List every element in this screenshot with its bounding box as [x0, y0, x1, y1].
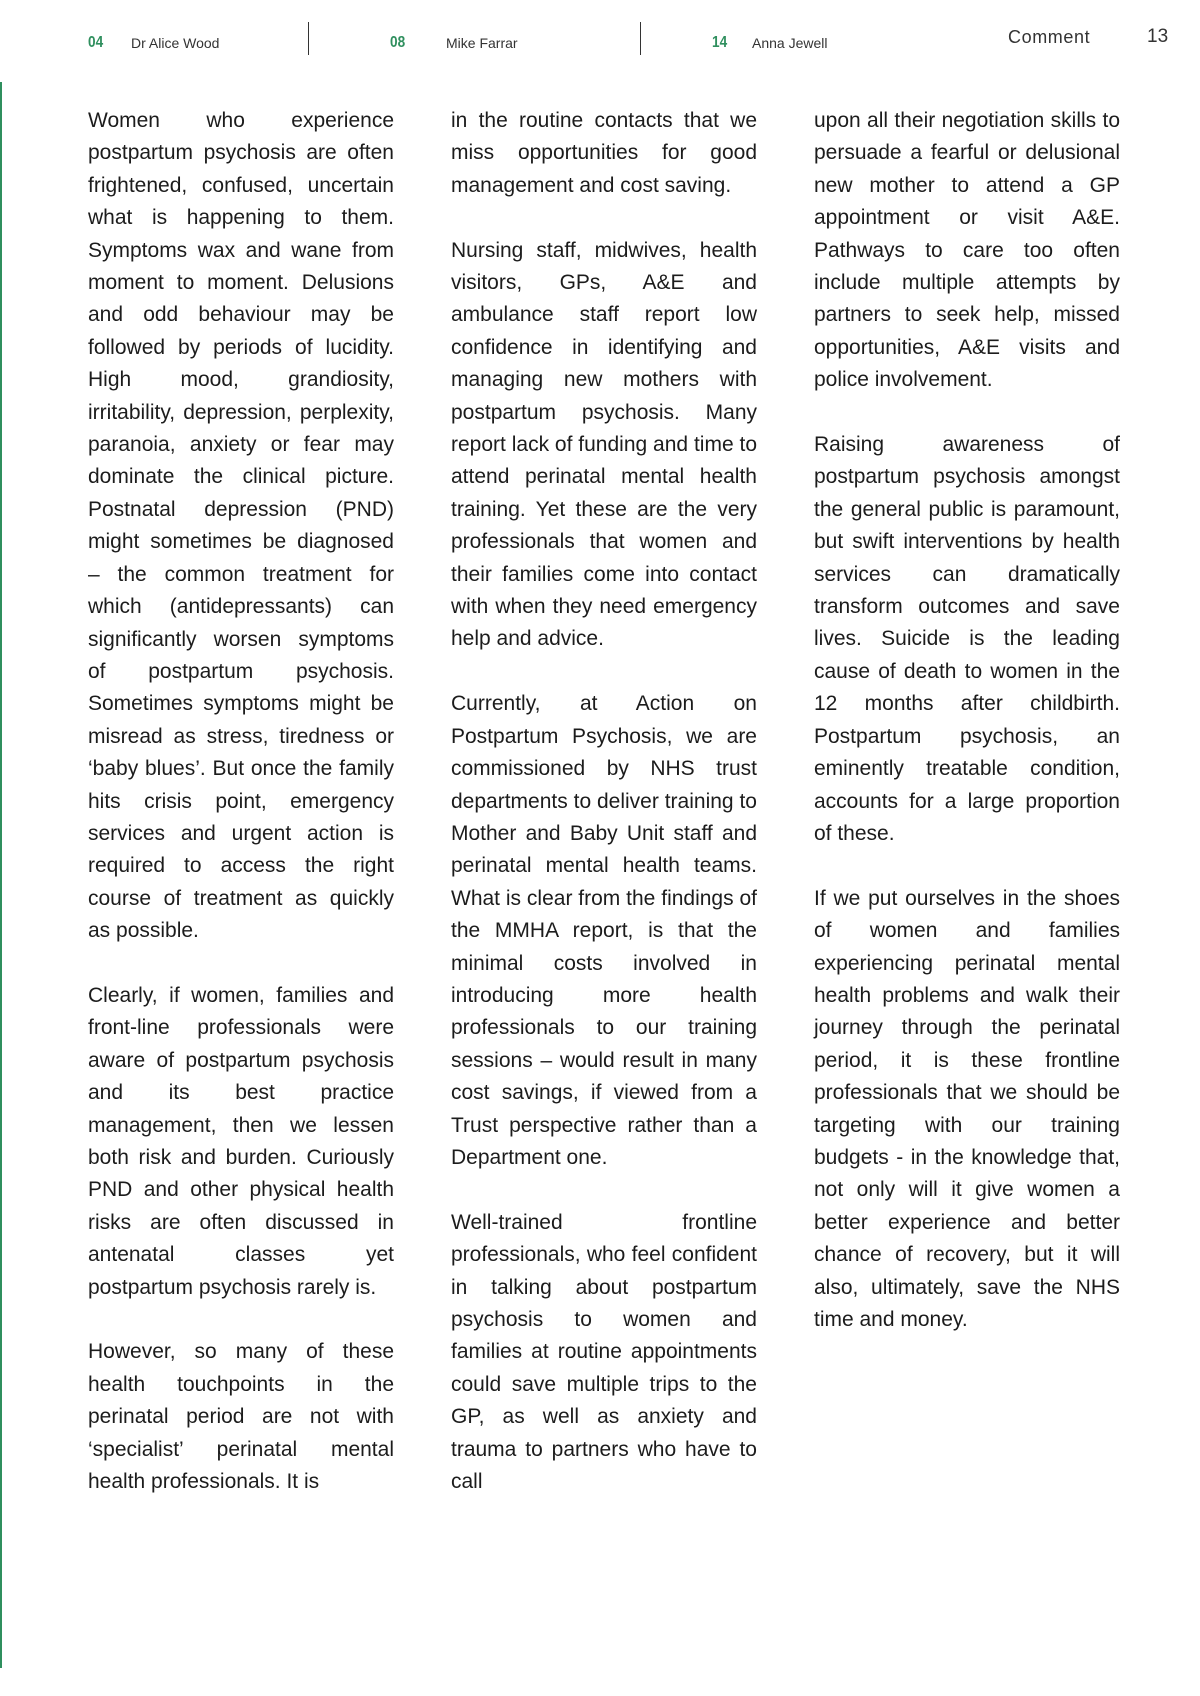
page-number: 13	[1147, 26, 1169, 47]
contents-author-name[interactable]: Anna Jewell	[752, 35, 828, 51]
contents-author-name[interactable]: Mike Farrar	[446, 35, 518, 51]
paragraph: Clearly, if women, families and front-line professionals were aware of postpartum psychosis and its best practice management, then we lessen both risk and burden. Curiously PND and other physical health risks are often discussed in antenatal classes yet postpartum psychosis rarely is.	[88, 983, 394, 1299]
paragraph: Well-trained frontline professionals, who feel confident in talking about postpartum psychosis to women and families at routine appointments could save multiple trips to the GP, as well as anxiety and trauma to partners who have to call	[451, 1210, 757, 1494]
paragraph: in the routine contacts that we miss opportunities for good management and cost saving.	[451, 109, 757, 197]
paragraph: Raising awareness of postpartum psychosis amongst the general public is paramount, but swift interventions by health services can dramatically transform outcomes and save lives. Suicide is the leading cause of death to women in the 12 months after childbirth. Postpartum psychosis, an eminently treatable condition, accounts for a large proportion of these.	[814, 433, 1120, 845]
paragraph: Currently, at Action on Postpartum Psychosis, we are commissioned by NHS trust departments to deliver training to Mother and Baby Unit staff and perinatal mental health teams. What is clear from the findings of the MMHA report, is that the minimal costs involved in introducing more health professionals to our training sessions – would result in many cost savings, if viewed from a Trust perspective rather than a Department one.	[451, 692, 757, 1169]
contents-number[interactable]: 14	[712, 34, 728, 51]
left-accent-rule	[0, 82, 2, 1668]
page-header	[0, 0, 1200, 80]
header-divider	[308, 22, 309, 55]
paragraph: Women who experience postpartum psychosis are often frightened, confused, uncertain what is happening to them. Symptoms wax and wane from moment to moment. Delusions and odd behaviour may be followed by periods of lucidity. High mood, grandiosity, irritability, depression, perplexity, paranoia, anxiety or fear may dominate the clinical picture. Postnatal depression (PND) might sometimes be diagnosed – the common treatment for which (antidepressants) can significantly worsen symptoms of postpartum psychosis. Sometimes symptoms might be misread as stress, tiredness or ‘baby blues’. But once the family hits crisis point, emergency services and urgent action is required to access the right course of treatment as quickly as possible.	[88, 109, 394, 943]
article-column-1	[88, 105, 394, 1498]
paragraph: However, so many of these health touchpoints in the perinatal period are not with ‘specialist’ perinatal mental health professionals. It is	[88, 1340, 394, 1494]
contents-number[interactable]: 08	[390, 34, 406, 51]
paragraph: Nursing staff, midwives, health visitors, GPs, A&E and ambulance staff report low confidence in identifying and managing new mothers with postpartum psychosis. Many report lack of funding and time to attend perinatal mental health training. Yet these are the very professionals that women and their families come into contact with when they need emergency help and advice.	[451, 238, 757, 651]
header-divider	[640, 22, 641, 55]
section-label: Comment	[1008, 27, 1091, 47]
paragraph: If we put ourselves in the shoes of women and families experiencing perinatal mental health problems and walk their journey through the perinatal period, it is these frontline professionals that we should be targeting with our training budgets - in the knowledge that, not only will it give women a better experience and better chance of recovery, but it will also, ultimately, save the NHS time and money.	[814, 886, 1120, 1331]
contents-number[interactable]: 04	[88, 34, 104, 51]
contents-author-name[interactable]: Dr Alice Wood	[131, 35, 220, 51]
article-column-3	[814, 105, 1120, 1336]
article-column-2	[451, 105, 757, 1498]
paragraph: upon all their negotiation skills to persuade a fearful or delusional new mother to attend a GP appointment or visit A&E. Pathways to care too often include multiple attempts by partners to seek help, missed opportunities, A&E visits and police involvement.	[814, 109, 1120, 392]
